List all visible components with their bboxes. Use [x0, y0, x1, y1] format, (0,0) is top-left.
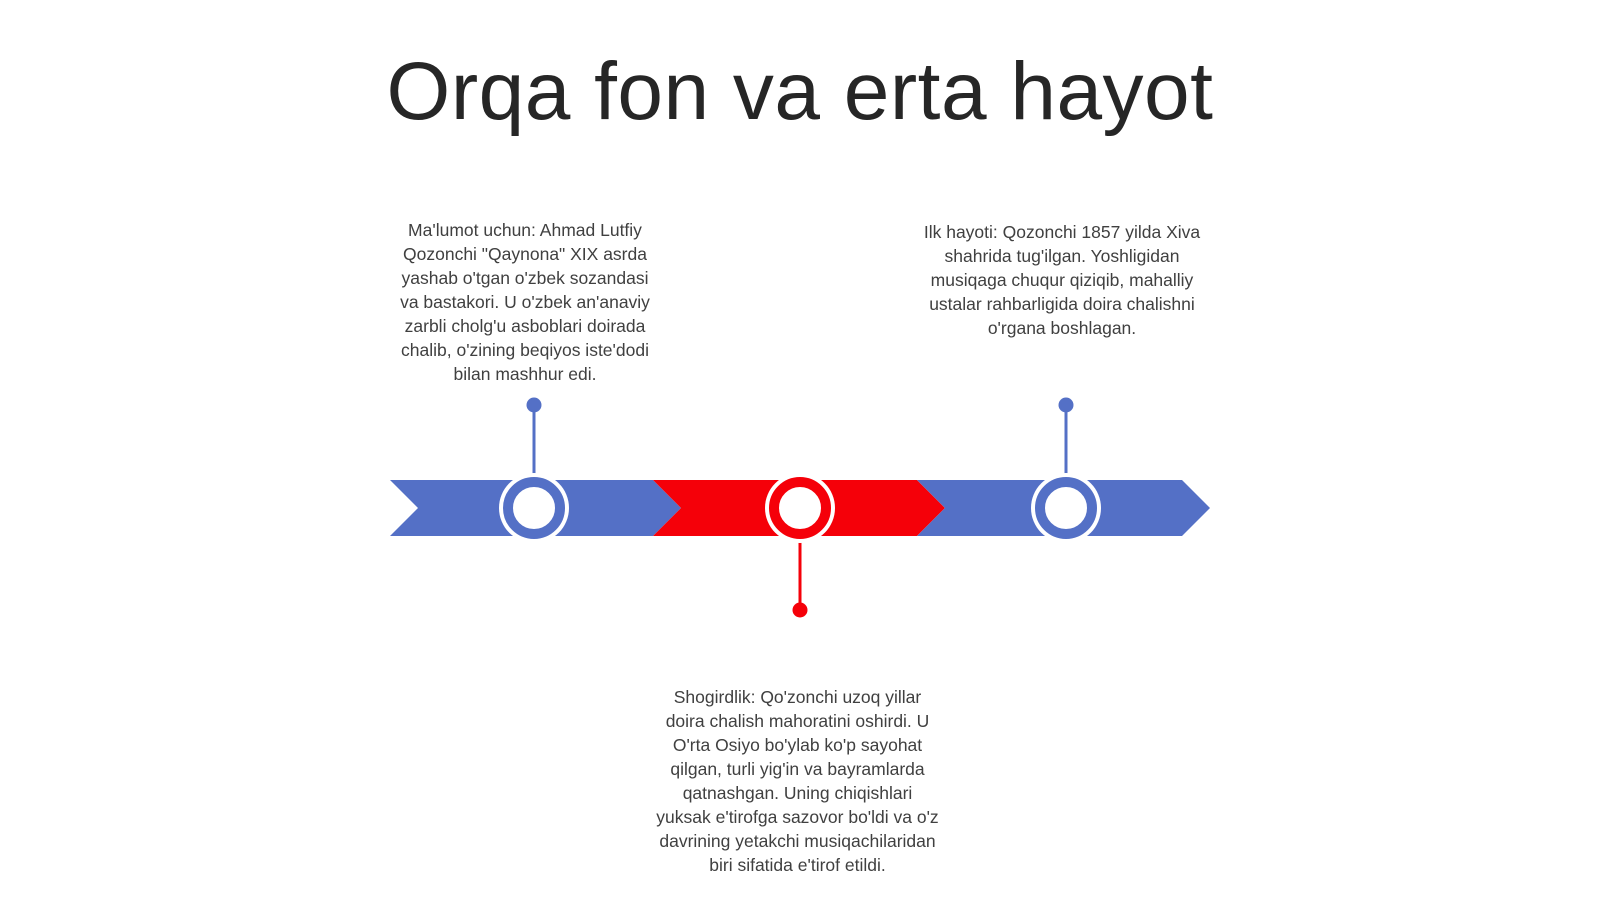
- timeline-callout-apprenticeship: Shogirdlik: Qo'zonchi uzoq yillar doira chalish mahoratini oshirdi. U O'rta Osiyo bo'ylab ko'p sayohat qilgan, turli yig'in va bayramlarda qatnashgan. Uning chiqishlari yuksak e'tirofga sazovor bo'ldi va o'z davrining yetakchi musiqachilaridan biri sifatida e'tirof etildi.: [656, 687, 939, 875]
- timeline-callout-early-info: Ma'lumot uchun: Ahmad Lutfiy Qozonchi "Qaynona" XIX asrda yashab o'tgan o'zbek sozandasi va bastakori. U o'zbek an'anaviy zarbli cholg'u asboblari doirada chalib, o'zining beqiyos iste'dodi bilan mashhur edi.: [400, 220, 650, 384]
- timeline-pin-dot-3: [1059, 398, 1074, 413]
- timeline-callout-early-life: Ilk hayoti: Qozonchi 1857 yilda Xiva shahrida tug'ilgan. Yoshligidan musiqaga chuqur qiziqib, mahalliy ustalar rahbarligida doira chalishni o'rgana boshlagan.: [923, 222, 1201, 338]
- timeline-marker-2: [765, 473, 835, 543]
- slide-title: Orqa fon va erta hayot: [386, 46, 1214, 137]
- timeline-marker-1: [499, 473, 569, 543]
- timeline-pin-dot-1: [527, 398, 542, 413]
- timeline-pin-dot-2: [793, 603, 808, 618]
- timeline-marker-3: [1031, 473, 1101, 543]
